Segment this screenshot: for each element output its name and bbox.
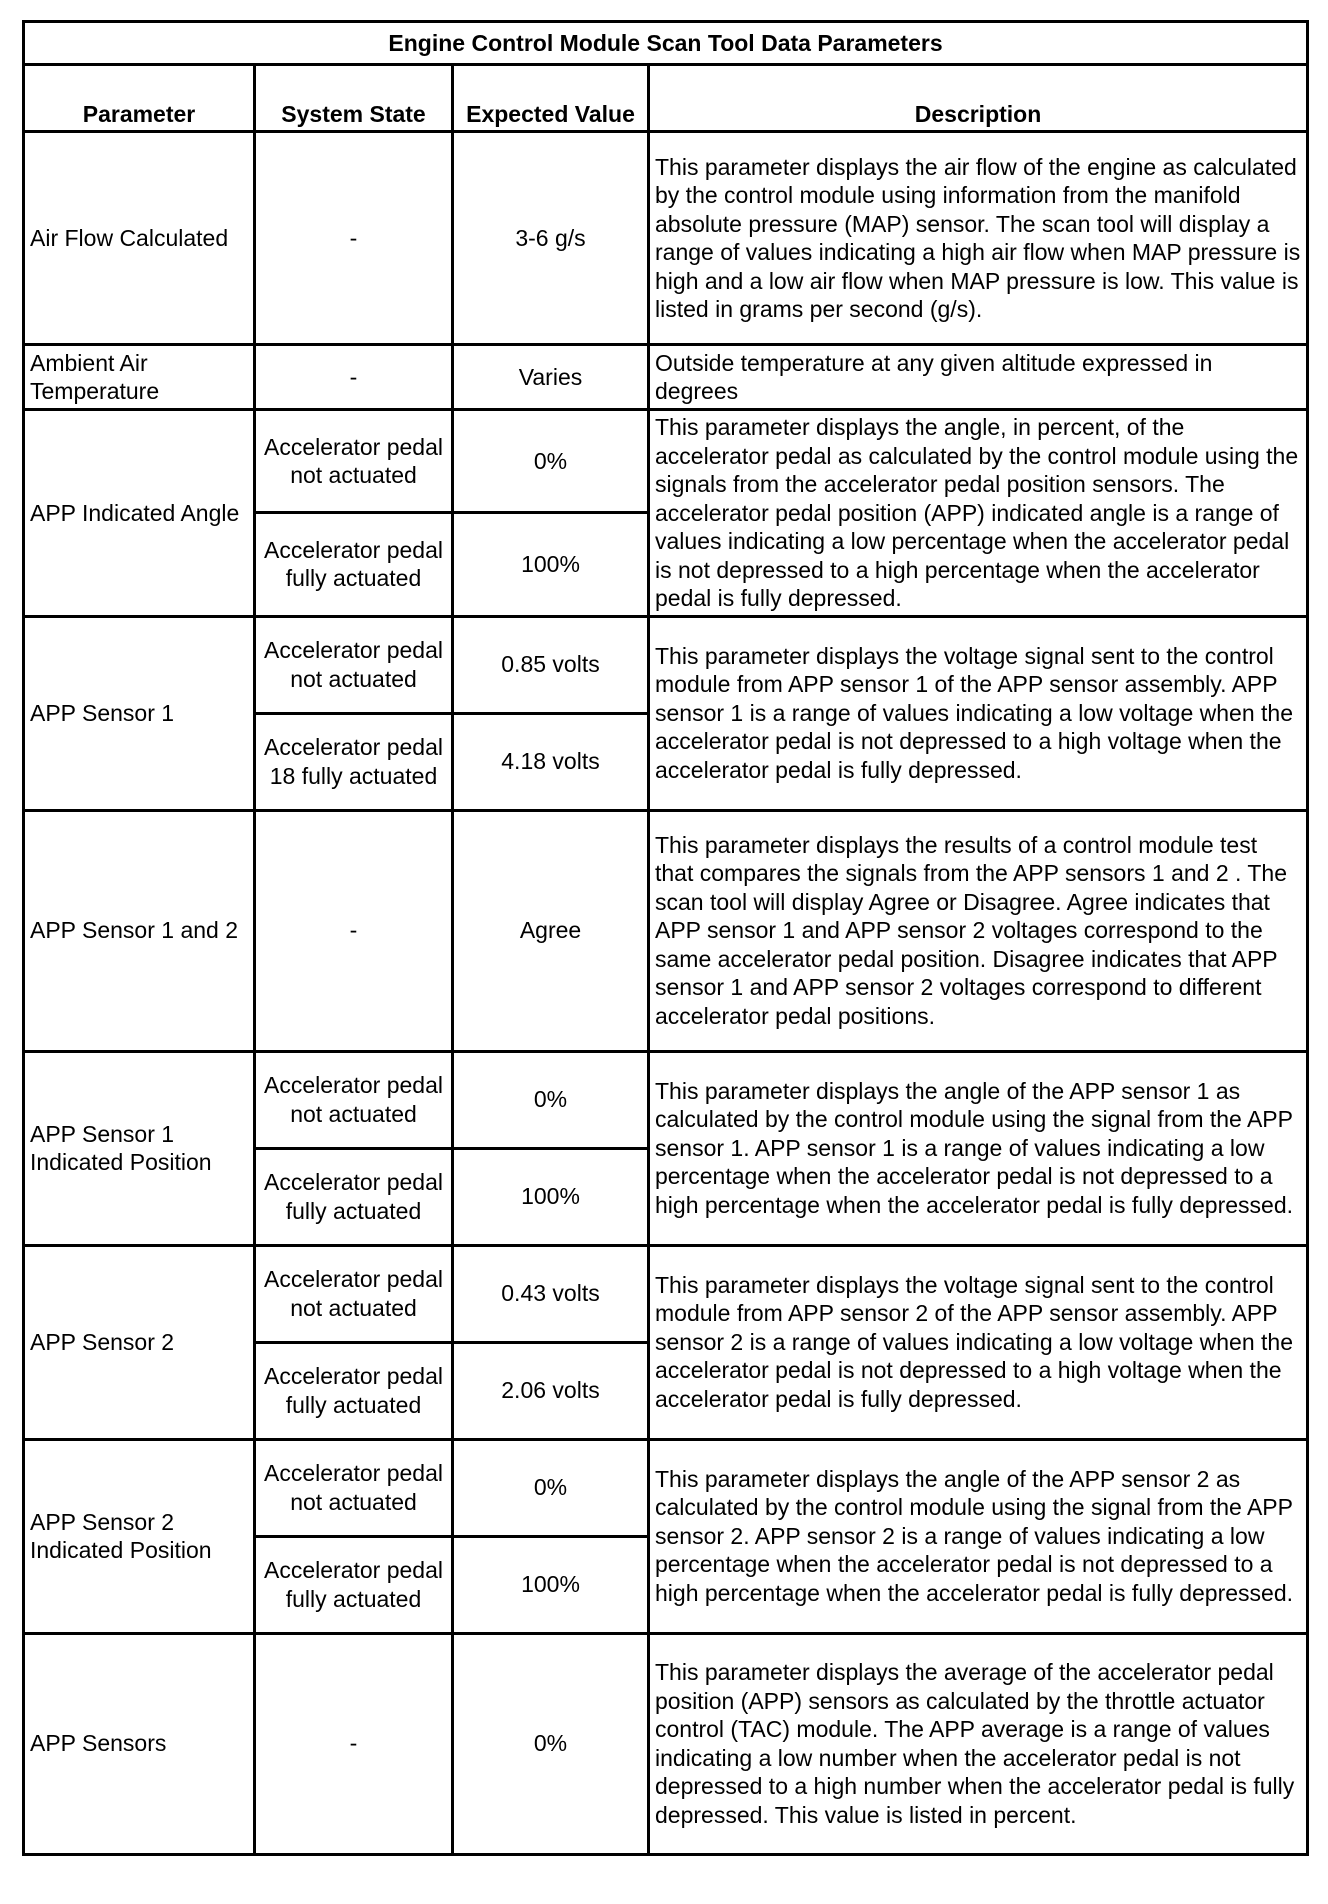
scan-tool-parameters-table	[22, 20, 1309, 1856]
description-cell: This parameter displays the voltage signal sent to the control module from APP sensor 1 of the APP sensor assembly. APP sensor 1 is a range of values indicating a low voltage when the accelerator pedal is not depressed to a high voltage when the accelerator pedal is fully depressed.	[649, 616, 1308, 810]
system-state-cell: Accelerator pedal not actuated	[255, 410, 453, 513]
system-state-cell: Accelerator pedal not actuated	[255, 1245, 453, 1342]
expected-value-cell: 100%	[453, 513, 649, 616]
expected-value-cell: 0.85 volts	[453, 616, 649, 713]
system-state-cell: Accelerator pedal fully actuated	[255, 513, 453, 616]
expected-value-cell: Agree	[453, 810, 649, 1051]
description-cell: Outside temperature at any given altitude expressed in degrees	[649, 345, 1308, 410]
description-cell: This parameter displays the average of the accelerator pedal position (APP) sensors as calculated by the throttle actuator control (TAC) module. The APP average is a range of values indicating a low number when the accelerator pedal is not depressed to a high number when the accelerator pedal is fully depressed. This value is listed in percent.	[649, 1633, 1308, 1854]
parameter-cell: APP Sensor 1 Indicated Position	[24, 1051, 255, 1245]
table-row	[24, 1439, 1308, 1536]
expected-value-cell: 4.18 volts	[453, 713, 649, 810]
expected-value-cell: 0.43 volts	[453, 1245, 649, 1342]
description-cell: This parameter displays the angle of the APP sensor 2 as calculated by the control module using the signal from the APP sensor 2. APP sensor 2 is a range of values indicating a low percentage when the accelerator pedal is not depressed to a high percentage when the accelerator pedal is fully depressed.	[649, 1439, 1308, 1633]
expected-value-cell: 2.06 volts	[453, 1342, 649, 1439]
expected-value-cell: 100%	[453, 1536, 649, 1633]
table-row	[24, 410, 1308, 513]
column-header-expected-value: Expected Value	[453, 65, 649, 132]
system-state-cell: -	[255, 810, 453, 1051]
table-row	[24, 1245, 1308, 1342]
expected-value-cell: Varies	[453, 345, 649, 410]
expected-value-cell: 3-6 g/s	[453, 132, 649, 345]
system-state-cell: Accelerator pedal fully actuated	[255, 1536, 453, 1633]
column-header-description: Description	[649, 65, 1308, 132]
table-row	[24, 132, 1308, 345]
table-row	[24, 345, 1308, 410]
system-state-cell: Accelerator pedal not actuated	[255, 1439, 453, 1536]
description-cell: This parameter displays the air flow of the engine as calculated by the control module using information from the manifold absolute pressure (MAP) sensor. The scan tool will display a range of values indicating a high air flow when MAP pressure is high and a low air flow when MAP pressure is low. This value is listed in grams per second (g/s).	[649, 132, 1308, 345]
description-cell: This parameter displays the angle, in percent, of the accelerator pedal as calculated by the control module using the signals from the accelerator pedal position sensors. The accelerator pedal position (APP) indicated angle is a range of values indicating a low percentage when the accelerator pedal is not depressed to a high percentage when the accelerator pedal is fully depressed.	[649, 410, 1308, 617]
description-cell: This parameter displays the results of a control module test that compares the signals from the APP sensors 1 and 2 . The scan tool will display Agree or Disagree. Agree indicates that APP sensor 1 and APP sensor 2 voltages correspond to the same accelerator pedal position. Disagree indicates that APP sensor 1 and APP sensor 2 voltages correspond to different accelerator pedal positions.	[649, 810, 1308, 1051]
parameter-cell: Air Flow Calculated	[24, 132, 255, 345]
system-state-cell: -	[255, 345, 453, 410]
system-state-cell: Accelerator pedal fully actuated	[255, 1342, 453, 1439]
system-state-cell: Accelerator pedal fully actuated	[255, 1148, 453, 1245]
expected-value-cell: 100%	[453, 1148, 649, 1245]
system-state-cell: -	[255, 1633, 453, 1854]
table-row	[24, 616, 1308, 713]
parameter-cell: APP Sensor 1	[24, 616, 255, 810]
description-cell: This parameter displays the angle of the APP sensor 1 as calculated by the control module using the signal from the APP sensor 1. APP sensor 1 is a range of values indicating a low percentage when the accelerator pedal is not depressed to a high percentage when the accelerator pedal is fully depressed.	[649, 1051, 1308, 1245]
parameter-cell: APP Sensor 1 and 2	[24, 810, 255, 1051]
system-state-cell: Accelerator pedal not actuated	[255, 1051, 453, 1148]
system-state-cell: Accelerator pedal not actuated	[255, 616, 453, 713]
table-row	[24, 810, 1308, 1051]
table-row	[24, 1051, 1308, 1148]
column-header-parameter: Parameter	[24, 65, 255, 132]
table-title: Engine Control Module Scan Tool Data Parameters	[24, 22, 1308, 65]
system-state-cell: Accelerator pedal 18 fully actuated	[255, 713, 453, 810]
system-state-cell: -	[255, 132, 453, 345]
parameter-cell: APP Indicated Angle	[24, 410, 255, 617]
column-header-system-state: System State	[255, 65, 453, 132]
table-row	[24, 1633, 1308, 1854]
scan-tool-data-document	[22, 20, 1309, 1856]
expected-value-cell: 0%	[453, 1633, 649, 1854]
expected-value-cell: 0%	[453, 1051, 649, 1148]
parameter-cell: APP Sensor 2	[24, 1245, 255, 1439]
parameter-cell: APP Sensors	[24, 1633, 255, 1854]
expected-value-cell: 0%	[453, 410, 649, 513]
description-cell: This parameter displays the voltage signal sent to the control module from APP sensor 2 of the APP sensor assembly. APP sensor 2 is a range of values indicating a low voltage when the accelerator pedal is not depressed to a high voltage when the accelerator pedal is fully depressed.	[649, 1245, 1308, 1439]
expected-value-cell: 0%	[453, 1439, 649, 1536]
parameter-cell: APP Sensor 2 Indicated Position	[24, 1439, 255, 1633]
parameter-cell: Ambient Air Temperature	[24, 345, 255, 410]
